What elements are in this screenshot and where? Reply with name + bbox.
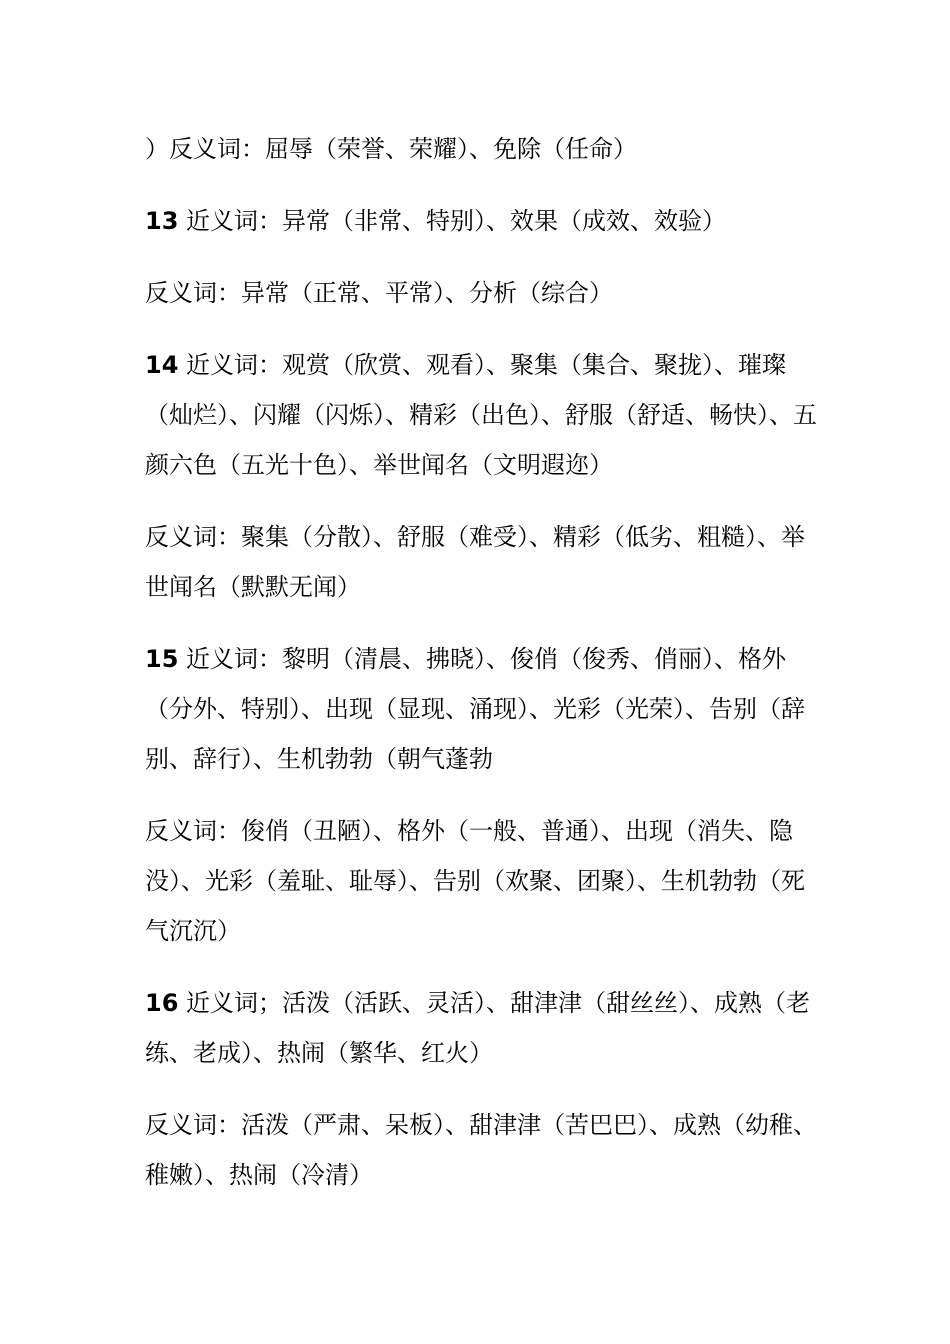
paragraph-1 (145, 124, 825, 174)
paragraph-text: 近义词：黎明（清晨、拂晓）、俊俏（俊秀、俏丽）、格外（分外、特别）、出现（显现、涌现）、光彩（光荣）、告别（辞别、辞行）、生机勃勃（朝气蓬勃 (145, 645, 805, 773)
paragraph-text: 近义词：观赏（欣赏、观看）、聚集（集合、聚拢）、璀璨（灿烂）、闪耀（闪烁）、精彩（出色）、舒服（舒适、畅快）、五颜六色（五光十色）、举世闻名（文明遐迩） (145, 351, 817, 479)
paragraph-7 (145, 806, 825, 956)
paragraph-4 (145, 340, 825, 490)
paragraph-text: 反义词：活泼（严肃、呆板）、甜津津（苦巴巴）、成熟（幼稚、稚嫩）、热闹（冷清） (145, 1111, 817, 1189)
paragraph-5 (145, 512, 825, 612)
paragraph-text: 反义词：异常（正常、平常）、分析（综合） (145, 279, 613, 307)
paragraph-text: 反义词：俊俏（丑陋）、格外（一般、普通）、出现（消失、隐没）、光彩（羞耻、耻辱）、告别（欢聚、团聚）、生机勃勃（死气沉沉） (145, 817, 805, 945)
paragraph-text: 反义词：聚集（分散）、舒服（难受）、精彩（低劣、粗糙）、举世闻名（默默无闻） (145, 523, 805, 601)
paragraph-number: 16 (145, 989, 179, 1017)
paragraph-6 (145, 634, 825, 784)
document-body (145, 124, 825, 1222)
paragraph-number: 14 (145, 351, 179, 379)
paragraph-number: 15 (145, 645, 179, 673)
paragraph-text: 近义词：异常（非常、特别）、效果（成效、效验） (178, 207, 727, 235)
paragraph-3 (145, 268, 825, 318)
paragraph-8 (145, 978, 825, 1078)
paragraph-number: 13 (145, 207, 179, 235)
paragraph-2 (145, 196, 825, 246)
paragraph-text: 近义词；活泼（活跃、灵活）、甜津津（甜丝丝）、成熟（老练、老成）、热闹（繁华、红火） (145, 989, 811, 1067)
paragraph-text: ）反义词：屈辱（荣誉、荣耀）、免除（任命） (145, 135, 637, 163)
paragraph-9 (145, 1100, 825, 1200)
